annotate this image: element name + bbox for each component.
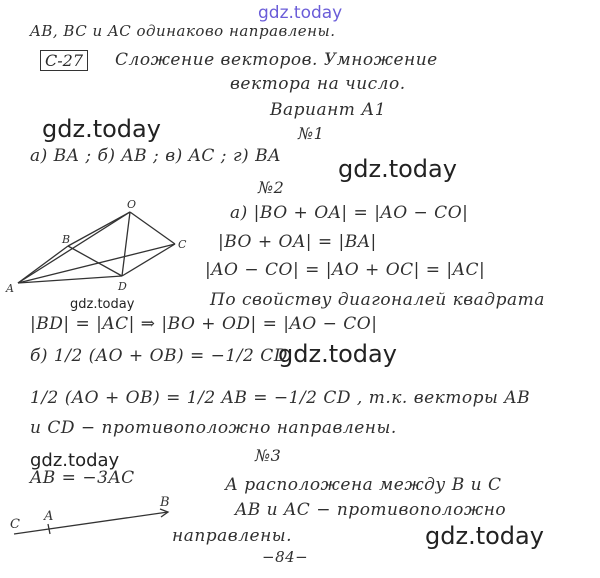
title-line-2: вектора на число.	[230, 74, 406, 94]
figure-segment-OD	[122, 212, 130, 276]
line-figure-label-B: B	[160, 495, 170, 510]
watermark-2: gdz.today	[338, 155, 457, 183]
section-tag: C-27	[40, 50, 88, 71]
figure-label-B: B	[62, 233, 71, 246]
figure-segment-AO	[18, 212, 130, 283]
watermark-4: gdz.today	[278, 340, 397, 368]
page-number: −84−	[262, 548, 309, 566]
task-3-heading: №3	[255, 446, 282, 465]
task-2a-line-5: |BD| = |AC| ⇒ |BO + OD| = |AO − CO|	[30, 314, 378, 334]
watermark-1: gdz.today	[42, 115, 161, 143]
task-2a-line-3: |AO − CO| = |AO + OC| = |AC|	[205, 260, 486, 280]
figure-label-O: O	[127, 198, 137, 211]
task-3-line-2: AB и AC − противоположно	[235, 500, 507, 520]
variant-heading: Вариант А1	[270, 100, 387, 120]
line-figure-label-A: A	[44, 509, 54, 524]
task-2a-line-2: |BO + OA| = |BA|	[218, 232, 377, 252]
task-3-line-1: А расположена между В и С	[225, 475, 502, 495]
line-direction-note: AB, BC и AC одинаково направлены.	[30, 22, 336, 40]
task-3-line-3: направлены.	[172, 526, 293, 546]
watermark-6: gdz.today	[425, 522, 544, 550]
task-2b-line-3: и CD − противоположно направлены.	[30, 418, 397, 438]
watermark-3: gdz.today	[70, 297, 135, 312]
task-1-answer: а) BA ; б) AB ; в) AC ; г) BA	[30, 146, 281, 166]
line-figure-segment	[14, 512, 168, 534]
figure-edge-BO	[68, 212, 130, 246]
task-2b-line-1: б) 1/2 (AO + OB) = −1/2 CD	[30, 346, 288, 366]
watermark-5: gdz.today	[30, 450, 120, 471]
figure-diagonal-BD	[68, 246, 122, 276]
figure-label-A: A	[6, 282, 14, 295]
figure-edge-OC	[130, 212, 175, 244]
task-2b-line-2: 1/2 (AO + OB) = 1/2 AB = −1/2 CD , т.к. векторы AB	[30, 388, 531, 408]
task-2a-line-4: По свойству диагоналей квадрата	[210, 290, 545, 310]
figure-edge-CD	[122, 244, 175, 276]
line-figure-label-C: C	[10, 517, 20, 532]
task-2a-line-1: а) |BO + OA| = |AO − CO|	[230, 203, 469, 223]
figure-label-C: C	[178, 238, 187, 251]
figure-label-D: D	[118, 280, 127, 293]
task-3-given: AB = −3AC	[30, 468, 135, 488]
task-1-heading: №1	[298, 124, 325, 143]
task-2-heading: №2	[258, 178, 285, 197]
watermark-top: gdz.today	[258, 3, 343, 23]
title-line-1: Сложение векторов. Умножение	[115, 50, 438, 70]
